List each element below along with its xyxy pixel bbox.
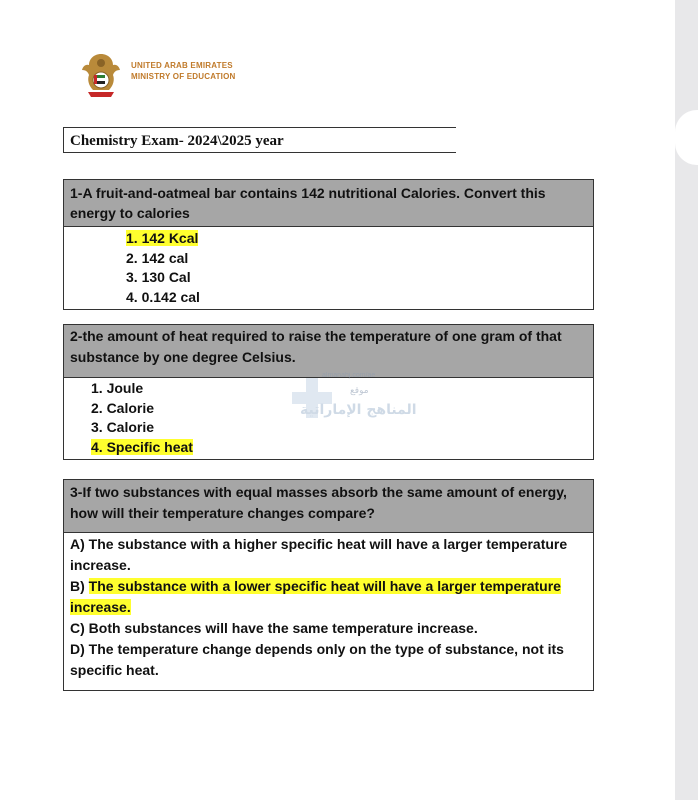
exam-title: Chemistry Exam- 2024\2025 year [63, 127, 456, 153]
site-watermark [292, 372, 417, 432]
question-3-option-c: C) Both substances will have the same temperature increase. [70, 620, 478, 636]
ministry-line-1: UNITED ARAB EMIRATES [131, 61, 233, 70]
ministry-name [131, 60, 236, 82]
question-2-option-2: 2. Calorie [91, 399, 155, 416]
question-3-option-b [64, 576, 593, 618]
question-1-option-4: 4. 0.142 cal [126, 288, 200, 305]
question-3-option-d: D) The temperature change depends only on the type of substance, not its specific heat. [70, 641, 564, 678]
option-b-prefix: B) [70, 578, 89, 594]
question-2-text: 2-the amount of heat required to raise the temperature of one gram of that substance by one degree Celsius. [64, 325, 593, 378]
scroll-notch [675, 110, 698, 165]
question-2-option-3: 3. Calorie [91, 419, 155, 435]
question-3-option-a: A) The substance with a higher specific heat will have a larger temperature increase. [70, 536, 568, 573]
ministry-line-2: MINISTRY OF EDUCATION [131, 72, 236, 81]
watermark-text-1: موقع [350, 386, 369, 396]
highlighted-answer: 1. 142 Kcal [126, 230, 199, 246]
highlighted-answer: The substance with a lower specific heat will have a larger temperature increase. [70, 578, 561, 615]
question-1-option-1 [126, 229, 593, 249]
viewer-right-edge [675, 0, 698, 800]
watermark-text-2: المناهج الإماراتية [300, 402, 417, 418]
question-2-option-4 [91, 438, 593, 458]
uae-emblem-logo [80, 50, 122, 102]
question-1-text: 1-A fruit-and-oatmeal bar contains 142 nutritional Calories. Convert this energy to calories [64, 180, 593, 227]
question-3-box [63, 479, 594, 691]
question-1-option-2: 2. 142 cal [126, 249, 189, 266]
question-1-option-3: 3. 130 Cal [126, 269, 191, 285]
question-2-option-1: 1. Joule [91, 380, 144, 396]
question-3-text: 3-If two substances with equal masses absorb the same amount of energy, how will their temperature changes compare? [64, 480, 593, 533]
question-1-box [63, 179, 594, 310]
watermark-url: almanahj.com/ae [322, 372, 376, 379]
highlighted-answer: 4. Specific heat [91, 438, 193, 455]
